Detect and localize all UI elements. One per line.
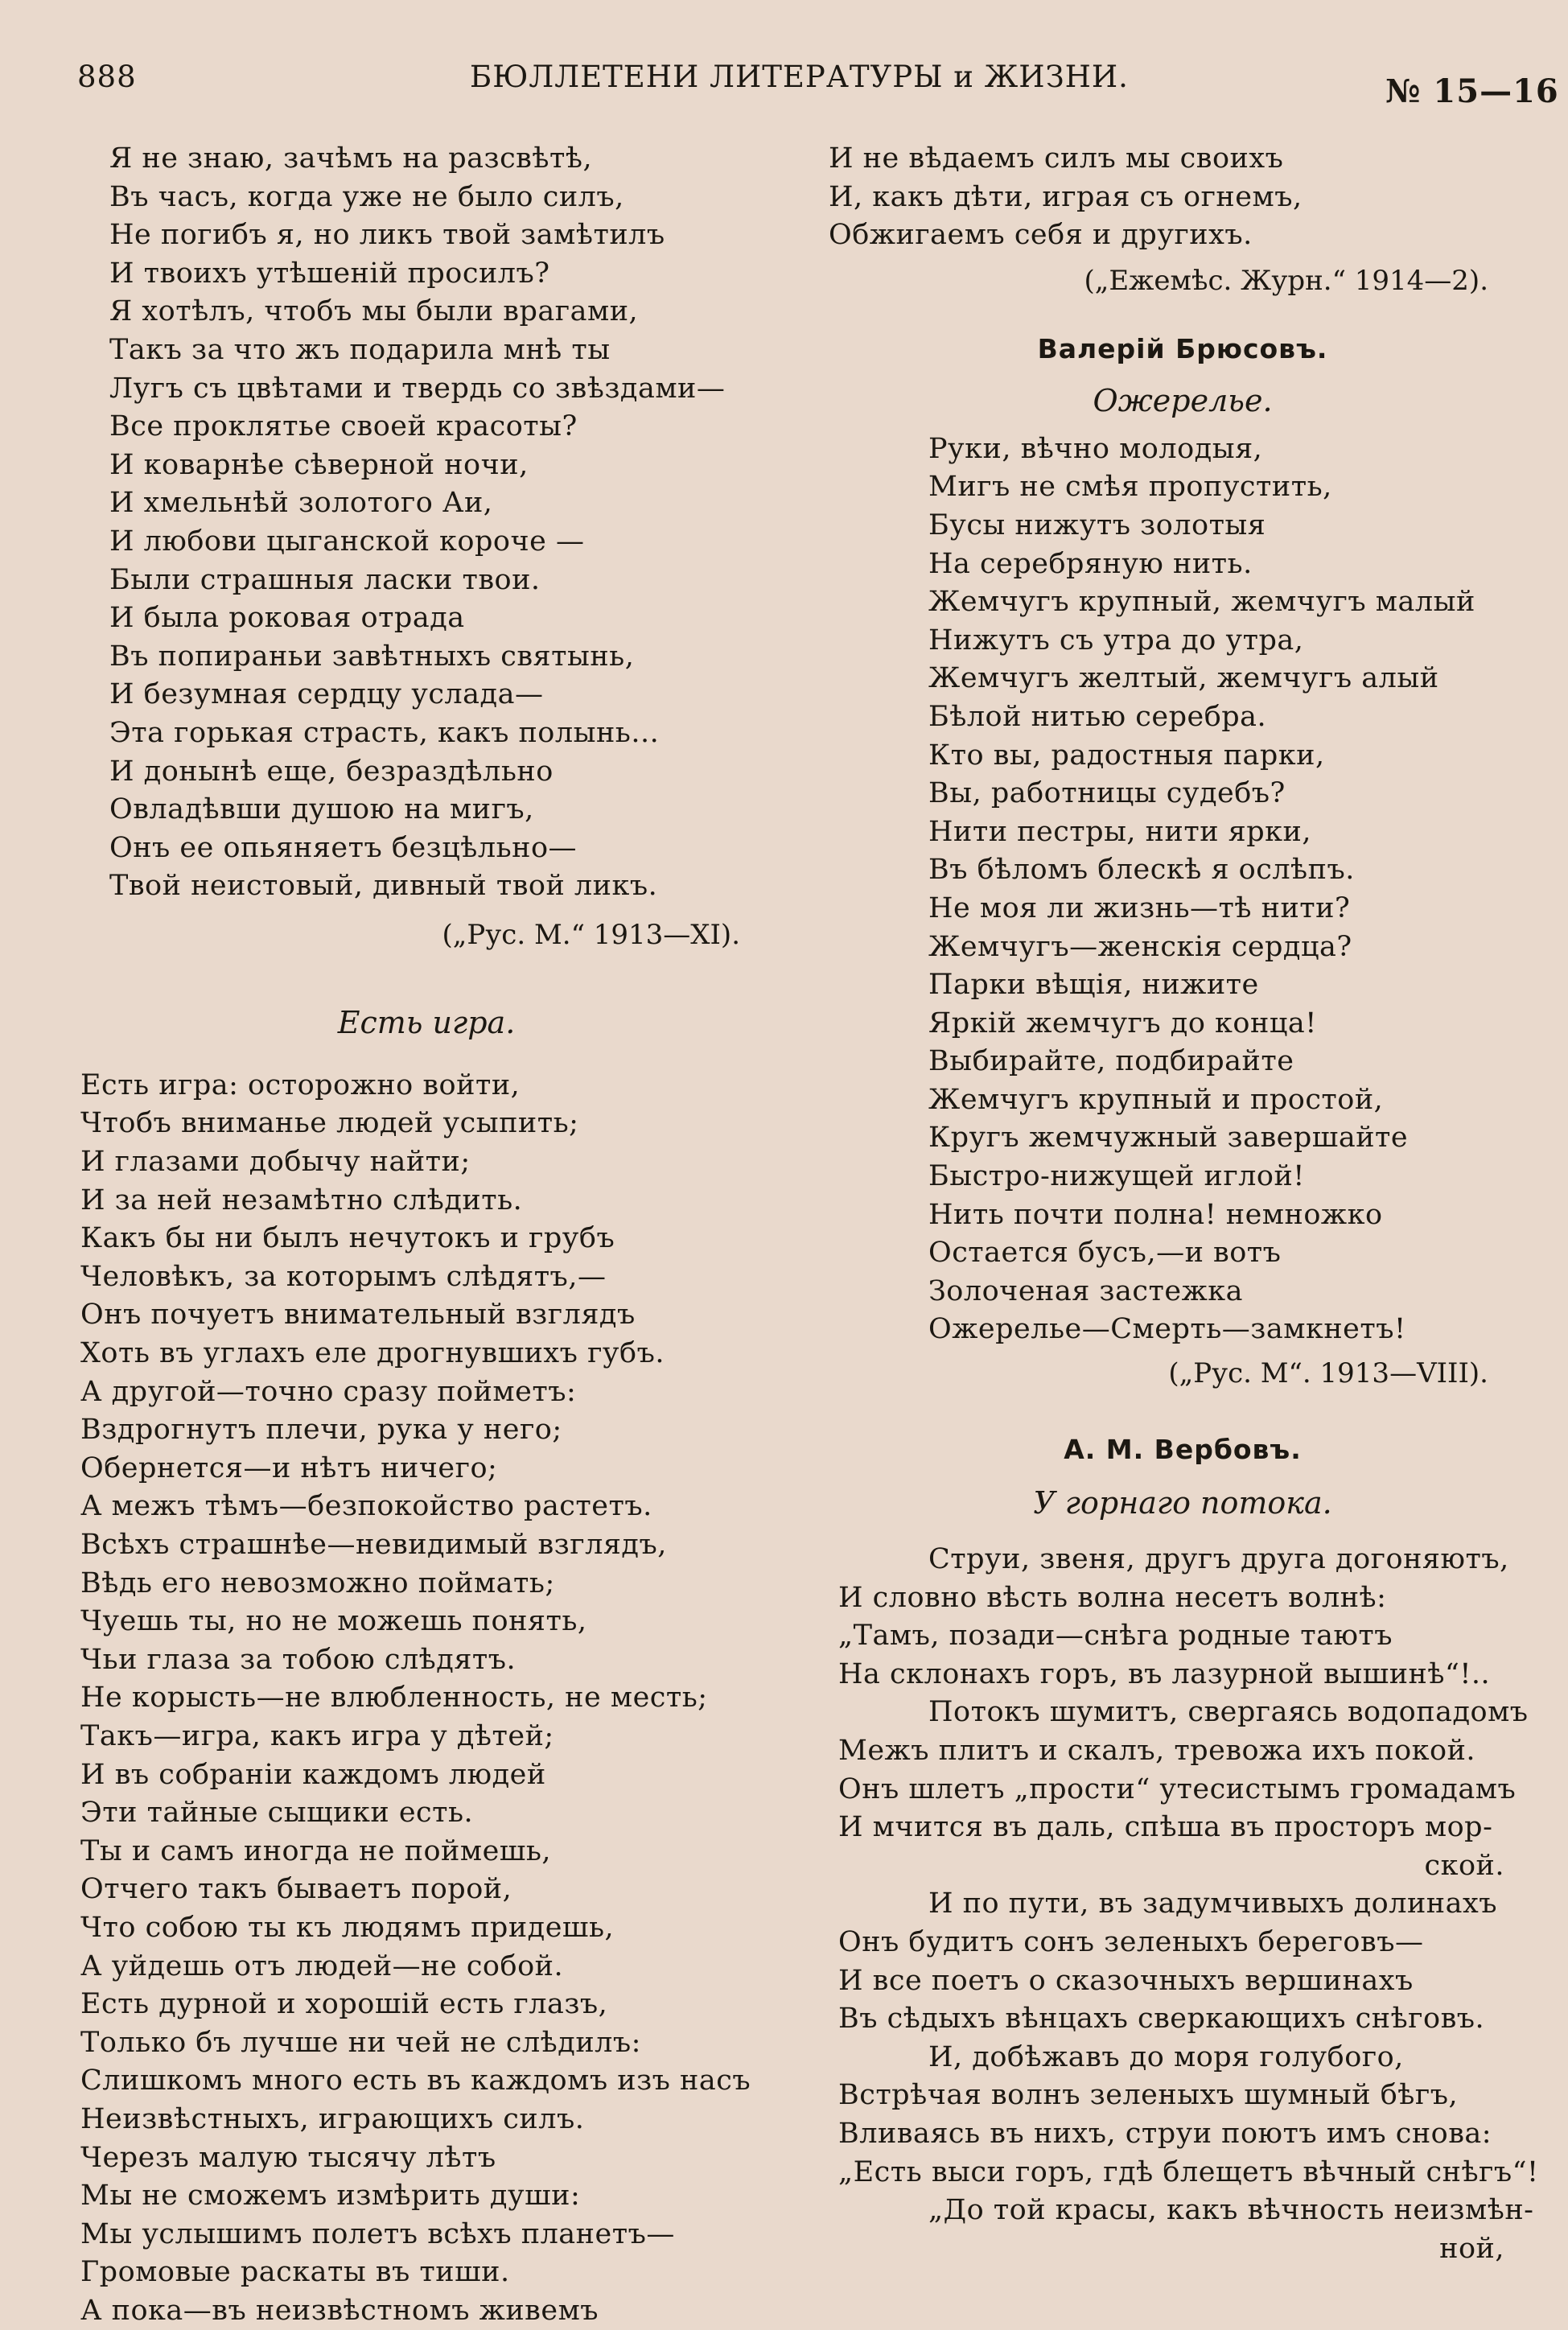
verse-line: И твоихъ утѣшеній просилъ? (109, 257, 550, 290)
verse-line: Мы не сможемъ измѣрить души: (80, 2180, 581, 2213)
verse-line: Вы, работницы судебъ? (928, 777, 1286, 810)
verse-line: А уйдешь отъ людей—не собой. (80, 1949, 564, 1982)
verse-line: Мы услышимъ полетъ всѣхъ планетъ— (80, 2217, 675, 2250)
verse-line: Я не знаю, зачѣмъ на разсвѣтѣ, (109, 142, 593, 175)
verse-line: Чьи глаза за тобою слѣдятъ. (80, 1643, 516, 1676)
verse-line: Золоченая застежка (928, 1274, 1244, 1307)
verse-line: Эти тайные сыщики есть. (80, 1797, 474, 1830)
verse-line: И мчится въ даль, спѣша въ просторъ мор- (838, 1811, 1493, 1844)
verse-line: И все поетъ о сказочныхъ вершинахъ (838, 1964, 1414, 1997)
verse-line: Кто вы, радостныя парки, (928, 739, 1325, 772)
verse-line: Хоть въ углахъ еле дрогнувшихъ губъ. (80, 1337, 665, 1370)
verse-line: ной, (1439, 2232, 1504, 2265)
verse-line: Слишкомъ много есть въ каждомъ изъ насъ (80, 2064, 751, 2097)
verse-line: На склонахъ горъ, въ лазурной вышинѣ“!.. (838, 1657, 1491, 1690)
verse-line: Овладѣвши душою на мигъ, (109, 793, 534, 826)
verse-line: Ты и самъ иногда не поймешь, (80, 1834, 552, 1867)
verse-line: Парки вѣщія, нижите (928, 969, 1259, 1002)
verse-line: Громовые раскаты въ тиши. (80, 2256, 510, 2289)
verse-line: „Тамъ, позади—снѣга родные таютъ (838, 1620, 1393, 1653)
verse-line: И глазами добычу найти; (80, 1146, 471, 1179)
verse-line: А пока—въ неизвѣстномъ живемъ (80, 2294, 599, 2327)
verse-line: Остается бусъ,—и вотъ (928, 1237, 1282, 1270)
verse-line: Быстро-нижущей иглой! (928, 1160, 1305, 1193)
verse-line: Вѣдь его невозможно поймать; (80, 1566, 555, 1599)
verse-line: Эта горькая страсть, какъ полынь... (109, 716, 660, 749)
verse-line: Онъ будитъ сонъ зеленыхъ береговъ— (838, 1925, 1424, 1958)
poem-source: („Ежемѣс. Журн.“ 1914—2). (1084, 264, 1488, 297)
verse-line: И хмельнѣй золотого Аи, (109, 487, 493, 520)
verse-line: Онъ почуетъ внимательный взглядъ (80, 1299, 636, 1332)
verse-line: Твой неистовый, дивный твой ликъ. (109, 870, 658, 903)
poem-ozherelye (829, 430, 1537, 1349)
author-name: Валерій Брюсовъ. (1037, 332, 1328, 364)
verse-line: Жемчугъ желтый, жемчугъ алый (928, 662, 1439, 695)
verse-line: И, какъ дѣти, играя съ огнемъ, (829, 180, 1303, 213)
verse-line: Есть дурной и хорошій есть глазъ, (80, 1988, 608, 2021)
verse-line: Чуешь ты, но не можешь понять, (80, 1605, 587, 1638)
verse-line: Отчего такъ бываетъ порой, (80, 1873, 512, 1906)
running-title: БЮЛЛЕТЕНИ ЛИТЕРАТУРЫ и ЖИЗНИ. (470, 60, 1129, 94)
verse-line: Были страшныя ласки твои. (109, 563, 541, 596)
verse-line: И коварнѣе сѣверной ночи, (109, 448, 529, 481)
poem-continuation (829, 140, 1537, 255)
verse-line: И любови цыганской короче — (109, 525, 585, 558)
verse-line: „Есть выси горъ, гдѣ блещетъ вѣчный снѣгъ“! (838, 2155, 1539, 2188)
poem-title: У горнаго потока. (1033, 1485, 1332, 1521)
left-column (80, 140, 772, 2330)
verse-line: Не корысть—не влюбленность, не месть; (80, 1682, 708, 1715)
verse-line: Чтобъ вниманье людей усыпить; (80, 1107, 579, 1140)
page-number: 888 (77, 60, 137, 94)
verse-line: И въ собраніи каждомъ людей (80, 1758, 546, 1791)
verse-line: Жемчугъ—женскія сердца? (928, 930, 1352, 963)
verse-line: Встрѣчая волнъ зеленыхъ шумный бѣгъ, (838, 2079, 1459, 2112)
verse-line: Нить почти полна! немножко (928, 1198, 1383, 1231)
verse-line: И за ней незамѣтно слѣдить. (80, 1184, 523, 1216)
poem-ya-ne-znayu (80, 140, 772, 906)
verse-line: Человѣкъ, за которымъ слѣдятъ,— (80, 1260, 607, 1293)
verse-line: Черезъ малую тысячу лѣтъ (80, 2141, 496, 2174)
verse-line: Жемчугъ крупный, жемчугъ малый (928, 586, 1475, 619)
verse-line: Все проклятье своей красоты? (109, 410, 578, 443)
verse-line: Выбирайте, подбирайте (928, 1045, 1294, 1078)
verse-line: И по пути, въ задумчивыхъ долинахъ (928, 1887, 1498, 1920)
poem-title: Ожерелье. (1093, 382, 1273, 418)
verse-line: Межъ плитъ и скалъ, тревожа ихъ покой. (838, 1735, 1476, 1767)
verse-line: Онъ ее опьяняетъ безцѣльно— (109, 831, 578, 864)
verse-line: И словно вѣсть волна несетъ волнѣ: (838, 1581, 1387, 1614)
issue-number: № 15—16 (1385, 72, 1559, 110)
verse-line: Неизвѣстныхъ, играющихъ силъ. (80, 2102, 585, 2135)
verse-line: Кругъ жемчужный завершайте (928, 1122, 1409, 1155)
verse-line: „До той красы, какъ вѣчность неизмѣн- (928, 2194, 1534, 2227)
verse-line: Не погибъ я, но ликъ твой замѣтилъ (109, 219, 665, 252)
verse-line: Потокъ шумитъ, свергаясь водопадомъ (928, 1696, 1529, 1729)
verse-line: Только бъ лучше ни чей не слѣдилъ: (80, 2026, 641, 2059)
verse-line: Яркій жемчугъ до конца! (928, 1007, 1317, 1039)
author-name: А. М. Вербовъ. (1064, 1434, 1302, 1466)
verse-line: Бѣлой нитью серебра. (928, 700, 1267, 733)
verse-line: Въ бѣломъ блескѣ я ослѣпъ. (928, 854, 1355, 887)
verse-line: Въ сѣдыхъ вѣнцахъ сверкающихъ снѣговъ. (838, 2003, 1485, 2036)
poem-u-gornago-potoka (829, 1541, 1537, 2268)
poem-source: („Рус. М“. 1913—VIII). (1168, 1357, 1488, 1390)
verse-line: Лугъ съ цвѣтами и твердь со звѣздами— (109, 372, 726, 405)
poem-est-igra (80, 1067, 772, 2330)
verse-line: Обернется—и нѣтъ ничего; (80, 1451, 498, 1484)
verse-line: Какъ бы ни былъ нечутокъ и грубъ (80, 1222, 615, 1255)
verse-line: И не вѣдаемъ силъ мы своихъ (829, 142, 1284, 175)
verse-line: Есть игра: осторожно войти, (80, 1068, 521, 1101)
verse-line: ской. (1424, 1849, 1504, 1882)
verse-line: Мигъ не смѣя пропустить, (928, 471, 1332, 504)
verse-line: Вливаясь въ нихъ, струи поютъ имъ снова: (838, 2117, 1492, 2150)
verse-line: Такъ за что жъ подарила мнѣ ты (109, 333, 611, 366)
verse-line: А другой—точно сразу пойметъ: (80, 1375, 577, 1408)
verse-line: И, добѣжавъ до моря голубого, (928, 2040, 1404, 2073)
verse-line: И донынѣ еще, безраздѣльно (109, 755, 554, 788)
verse-line: Въ попираньи завѣтныхъ святынь, (109, 640, 635, 673)
verse-line: Ожерелье—Смерть—замкнетъ! (928, 1313, 1406, 1346)
verse-line: Вздрогнутъ плечи, рука у него; (80, 1414, 562, 1447)
verse-line: Руки, вѣчно молодыя, (928, 432, 1263, 465)
verse-line: На серебряную нить. (928, 547, 1253, 580)
right-column (829, 140, 1537, 2268)
verse-line: Онъ шлетъ „прости“ утесистымъ громадамъ (838, 1772, 1517, 1805)
verse-line: Въ часъ, когда уже не было силъ, (109, 180, 624, 213)
verse-line: Струи, звеня, другъ друга догоняютъ, (928, 1543, 1509, 1576)
verse-line: Всѣхъ страшнѣе—невидимый взглядъ, (80, 1529, 667, 1561)
verse-line: Что собою ты къ людямъ придешь, (80, 1911, 615, 1944)
verse-line: Обжигаемъ себя и другихъ. (829, 219, 1253, 252)
verse-line: А межъ тѣмъ—безпокойство растетъ. (80, 1490, 652, 1523)
poem-source: („Рус. М.“ 1913—XI). (442, 918, 740, 951)
verse-line: Жемчугъ крупный и простой, (928, 1083, 1384, 1116)
verse-line: Не моя ли жизнь—тѣ нити? (928, 891, 1351, 924)
verse-line: И безумная сердцу услада— (109, 678, 544, 711)
verse-line: Бусы нижутъ золотыя (928, 508, 1266, 541)
poem-title: Есть игра. (337, 1004, 516, 1040)
verse-line: И была роковая отрада (109, 602, 465, 635)
verse-line: Нижутъ съ утра до утра, (928, 624, 1304, 657)
verse-line: Такъ—игра, какъ игра у дѣтей; (80, 1719, 554, 1752)
verse-line: Нити пестры, нити ярки, (928, 815, 1311, 848)
verse-line: Я хотѣлъ, чтобъ мы были врагами, (109, 295, 639, 328)
